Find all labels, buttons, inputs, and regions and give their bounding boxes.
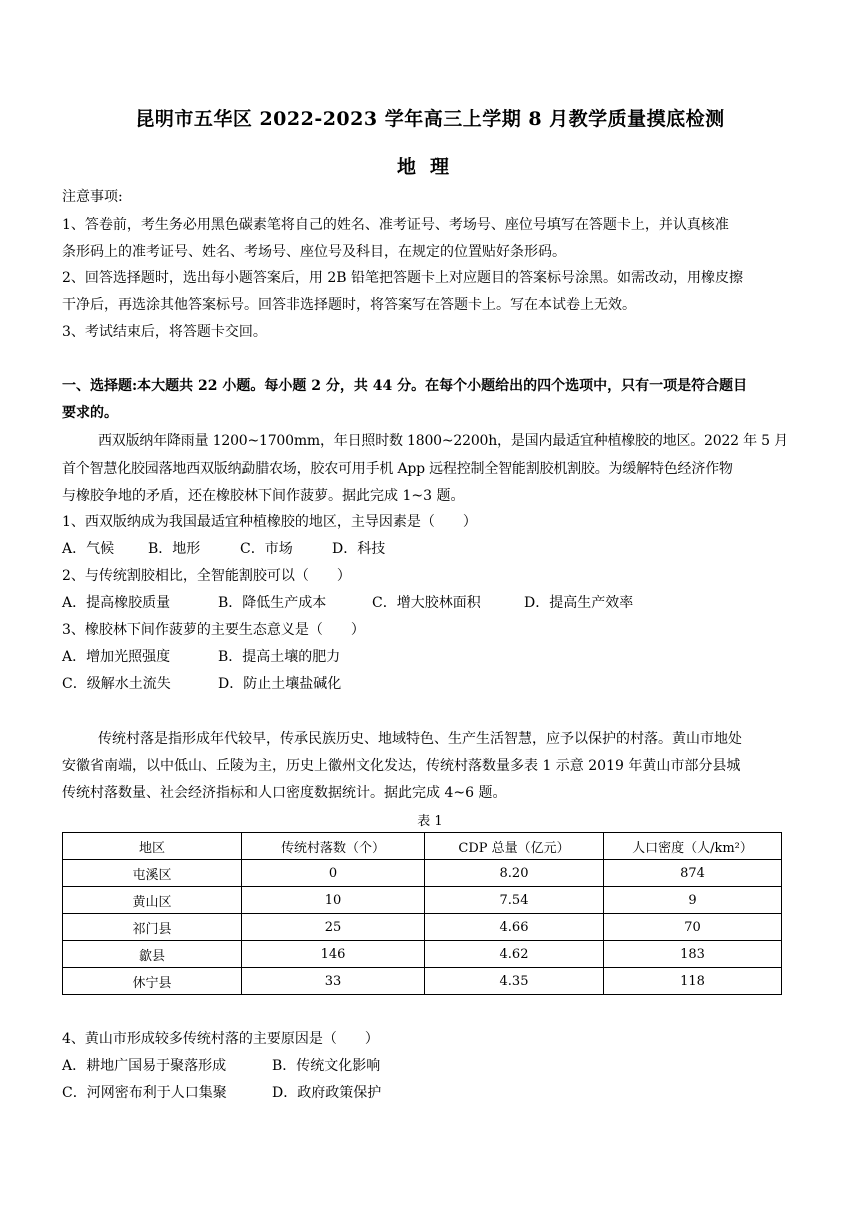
question-stem: 4、黄山市形成较多传统村落的主要原因是（ ） bbox=[62, 1031, 379, 1047]
question-stem: 1、西双版纳成为我国最适宜种植橡胶的地区，主导因素是（ ） bbox=[62, 514, 477, 530]
data-table bbox=[62, 832, 782, 995]
option: C．增大胶林面积 bbox=[372, 595, 481, 611]
table-cell: 0 bbox=[242, 860, 425, 887]
table-header: 传统村落数（个） bbox=[242, 833, 425, 860]
table-cell: 874 bbox=[604, 860, 782, 887]
table-cell: 146 bbox=[242, 941, 425, 968]
passage-line: 首个智慧化胶园落地西双版纳勐腊农场，胶农可用手机 App 远程控制全智能割胶机割胶。为缓解特色经济作物 bbox=[62, 461, 733, 477]
option: B．降低生产成本 bbox=[218, 595, 327, 611]
table-header: 人口密度（人/km²） bbox=[604, 833, 782, 860]
table-cell: 70 bbox=[604, 914, 782, 941]
table-cell: 4.66 bbox=[425, 914, 604, 941]
option: B．提高土壤的肥力 bbox=[218, 649, 341, 665]
table-cell: 黄山区 bbox=[63, 887, 242, 914]
table-cell: 33 bbox=[242, 968, 425, 995]
option: D．科技 bbox=[332, 541, 386, 557]
table-cell: 祁门县 bbox=[63, 914, 242, 941]
notice-heading: 注意事项: bbox=[62, 189, 123, 205]
table-header: CDP 总量（亿元） bbox=[425, 833, 604, 860]
section-heading: 要求的。 bbox=[62, 405, 118, 421]
passage-line: 传统村落数量、社会经济指标和人口密度数据统计。据此完成 4~6 题。 bbox=[62, 785, 507, 801]
passage-line: 西双版纳年降雨量 1200~1700mm，年日照时数 1800~2200h，是国内最适宜种植橡胶的地区。2022 年 5 月 bbox=[98, 433, 788, 449]
exam-title: 昆明市五华区 2022-2023 学年高三上学期 8 月教学质量摸底检测 bbox=[135, 108, 725, 130]
table-cell: 休宁县 bbox=[63, 968, 242, 995]
table-row bbox=[63, 860, 782, 887]
table-cell: 7.54 bbox=[425, 887, 604, 914]
option: D．防止土壤盐碱化 bbox=[218, 676, 342, 692]
question-options bbox=[62, 1057, 802, 1076]
question-options bbox=[62, 648, 802, 667]
table-cell: 25 bbox=[242, 914, 425, 941]
question-options bbox=[62, 540, 802, 559]
table-row bbox=[63, 887, 782, 914]
option: A．耕地广国易于聚落形成 bbox=[62, 1058, 227, 1074]
table-cell: 8.20 bbox=[425, 860, 604, 887]
passage-line: 传统村落是指形成年代较早，传承民族历史、地域特色、生产生活智慧，应予以保护的村落。黄山市地处 bbox=[98, 731, 742, 747]
table-cell: 183 bbox=[604, 941, 782, 968]
option: D．政府政策保护 bbox=[272, 1085, 382, 1101]
option: C．级解水土流失 bbox=[62, 676, 171, 692]
question-options bbox=[62, 675, 802, 694]
table-row bbox=[63, 968, 782, 995]
passage-line: 安徽省南端，以中低山、丘陵为主，历史上徽州文化发达，传统村落数量多表 1 示意 2019 年黄山市部分县城 bbox=[62, 758, 741, 774]
option: B．地形 bbox=[148, 541, 201, 557]
table-caption: 表 1 bbox=[417, 814, 443, 829]
table-cell: 9 bbox=[604, 887, 782, 914]
table-cell: 4.35 bbox=[425, 968, 604, 995]
table-cell: 屯溪区 bbox=[63, 860, 242, 887]
question-options bbox=[62, 1084, 802, 1103]
option: D．提高生产效率 bbox=[524, 595, 634, 611]
notice-line: 干净后，再选涂其他答案标号。回答非选择题时，将答案写在答题卡上。写在本试卷上无效。 bbox=[62, 297, 636, 313]
section-heading: 一、选择题:本大题共 22 小题。每小题 2 分，共 44 分。在每个小题给出的四个选项中，只有一项是符合题目 bbox=[62, 378, 748, 394]
table-header-row bbox=[63, 833, 782, 860]
option: A．提高橡胶质量 bbox=[62, 595, 171, 611]
passage-line: 与橡胶争地的矛盾，还在橡胶林下间作菠萝。据此完成 1~3 题。 bbox=[62, 488, 465, 504]
option: A．增加光照强度 bbox=[62, 649, 171, 665]
notice-line: 3、考试结束后，将答题卡交回。 bbox=[62, 324, 267, 340]
notice-line: 1、答卷前，考生务必用黑色碳素笔将自己的姓名、准考证号、考场号、座位号填写在答题卡上，并认真核准 bbox=[62, 217, 729, 233]
table-cell: 4.62 bbox=[425, 941, 604, 968]
table-cell: 118 bbox=[604, 968, 782, 995]
question-stem: 3、橡胶林下间作菠萝的主要生态意义是（ ） bbox=[62, 622, 365, 638]
notice-line: 条形码上的准考证号、姓名、考场号、座位号及科目，在规定的位置贴好条形码。 bbox=[62, 244, 566, 260]
table-row bbox=[63, 914, 782, 941]
option: C．河网密布利于人口集聚 bbox=[62, 1085, 227, 1101]
option: B．传统文化影响 bbox=[272, 1058, 381, 1074]
table-cell: 歙县 bbox=[63, 941, 242, 968]
notice-line: 2、回答选择题时，选出每小题答案后，用 2B 铅笔把答题卡上对应题目的答案标号涂黑。如需改动，用橡皮擦 bbox=[62, 270, 744, 286]
table-row bbox=[63, 941, 782, 968]
question-options bbox=[62, 594, 802, 613]
option: C．市场 bbox=[240, 541, 293, 557]
question-stem: 2、与传统割胶相比，全智能割胶可以（ ） bbox=[62, 568, 351, 584]
subject-title: 地理 bbox=[396, 156, 463, 178]
table-header: 地区 bbox=[63, 833, 242, 860]
option: A．气候 bbox=[62, 541, 115, 557]
table-cell: 10 bbox=[242, 887, 425, 914]
